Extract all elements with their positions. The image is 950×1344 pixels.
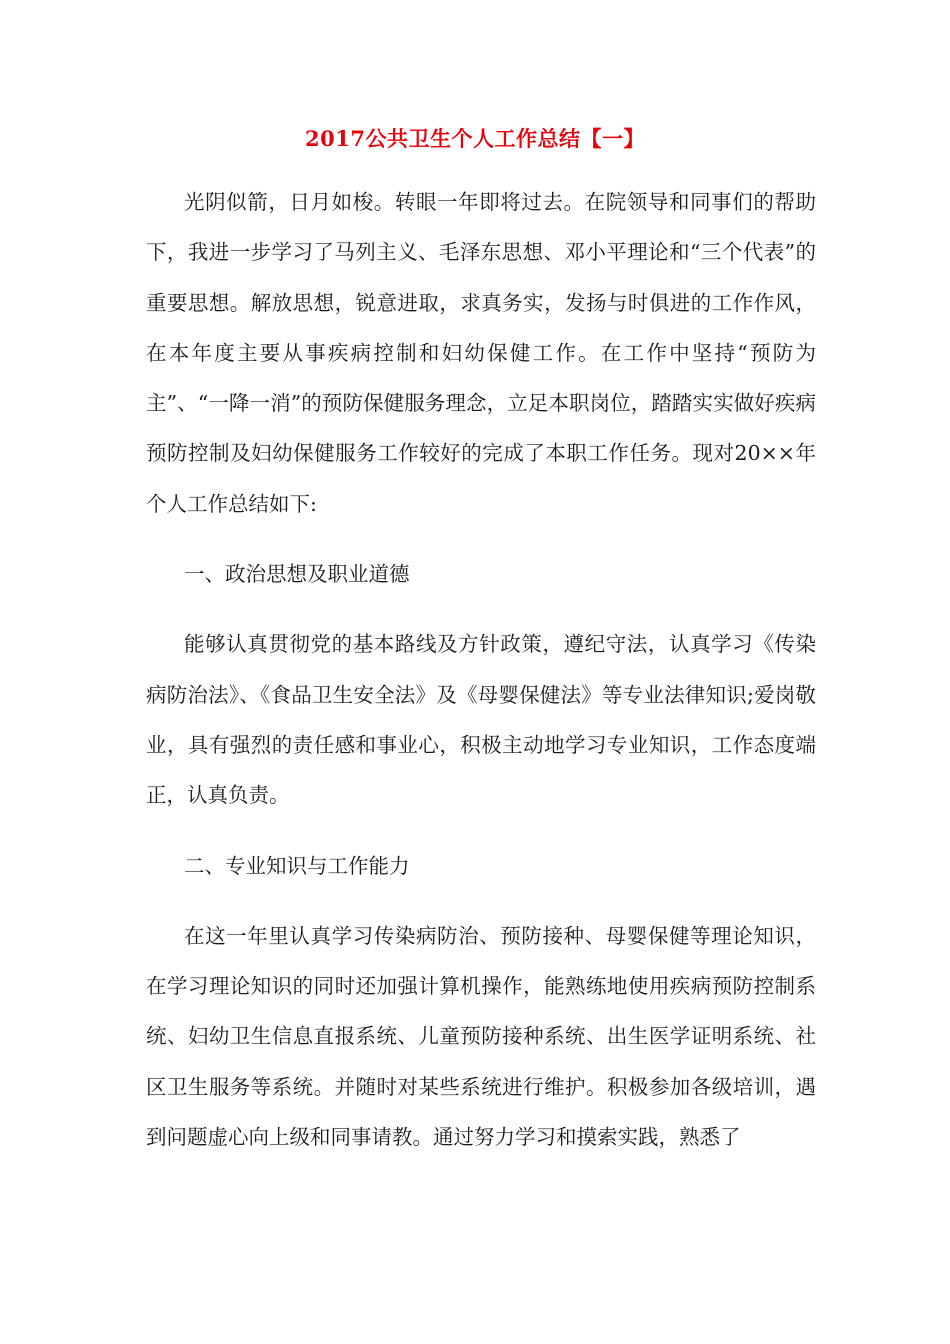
paragraph-spacer — [146, 599, 816, 619]
paragraph-spacer — [146, 891, 816, 911]
section-heading-political: 一、政治思想及职业道德 — [184, 562, 410, 587]
document-body — [146, 177, 816, 1162]
professional-paragraph: 在这一年里认真学习传染病防治、预防接种、母婴保健等理论知识，在学习理论知识的同时还加强计算机操作，能熟练地使用疾病预防控制系统、妇幼卫生信息直报系统、儿童预防接种系统、出生医学证明系统、社区卫生服务等系统。并随时对某些系统进行维护。积极参加各级培训，遇到问题虚心向上级和同事请教。通过努力学习和摸索实践，熟悉了 — [146, 923, 816, 1150]
intro-paragraph: 光阴似箭，日月如梭。转眼一年即将过去。在院领导和同事们的帮助下，我进一步学习了马列主义、毛泽东思想、邓小平理论和“三个代表”的重要思想。解放思想，锐意进取，求真务实，发扬与时俱进的工作作风，在本年度主要从事疾病控制和妇幼保健工作。在工作中坚持“预防为主”、“一降一消”的预防保健服务理念，立足本职岗位，踏踏实实做好疾病预防控制及妇幼保健服务工作较好的完成了本职工作任务。现对20××年个人工作总结如下: — [146, 190, 816, 516]
paragraph-spacer — [146, 821, 816, 841]
document-title: 2017公共卫生个人工作总结【一】 — [305, 126, 645, 151]
section-heading-professional: 二、专业知识与工作能力 — [184, 853, 410, 878]
political-paragraph: 能够认真贯彻党的基本路线及方针政策，遵纪守法，认真学习《传染病防治法》、《食品卫生安全法》及《母婴保健法》等专业法律知识;爱岗敬业，具有强烈的责任感和事业心，积极主动地学习专业知识，工作态度端正，认真负责。 — [146, 632, 816, 808]
paragraph-spacer — [146, 529, 816, 549]
